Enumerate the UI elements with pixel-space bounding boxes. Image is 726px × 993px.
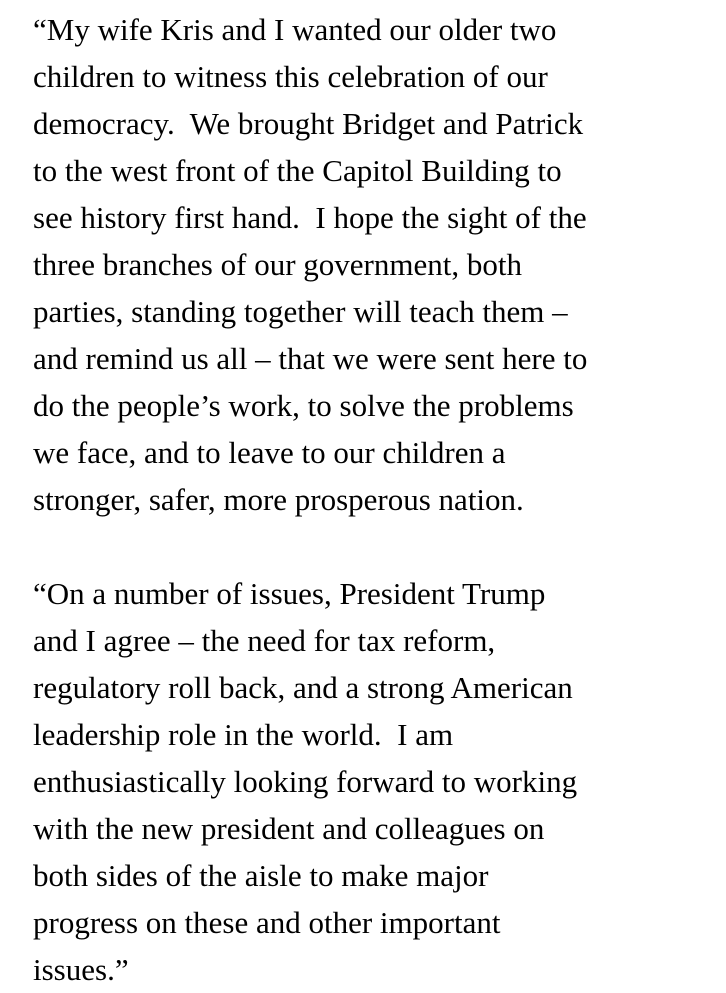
- text-line: issues.”: [33, 952, 129, 987]
- text-line: “On a number of issues, President Trump: [33, 576, 546, 611]
- text-line: enthusiastically looking forward to working: [33, 764, 578, 799]
- text-line: see history first hand. I hope the sight of the: [33, 200, 587, 235]
- text-line: leadership role in the world. I am: [33, 717, 454, 752]
- document-body: [33, 6, 723, 993]
- paragraph-spacer: [33, 523, 723, 570]
- text-line: “My wife Kris and I wanted our older two: [33, 12, 557, 47]
- text-line: we face, and to leave to our children a: [33, 435, 506, 470]
- text-line: and I agree – the need for tax reform,: [33, 623, 496, 658]
- text-line: progress on these and other important: [33, 905, 501, 940]
- text-line: democracy. We brought Bridget and Patrick: [33, 106, 584, 141]
- text-line: both sides of the aisle to make major: [33, 858, 489, 893]
- text-line: regulatory roll back, and a strong American: [33, 670, 573, 705]
- paragraph-2: [33, 570, 723, 993]
- text-line: stronger, safer, more prosperous nation.: [33, 482, 524, 517]
- text-line: children to witness this celebration of our: [33, 59, 548, 94]
- text-line: and remind us all – that we were sent here to: [33, 341, 588, 376]
- text-line: to the west front of the Capitol Building to: [33, 153, 562, 188]
- paragraph-1: [33, 6, 723, 523]
- text-line: with the new president and colleagues on: [33, 811, 545, 846]
- text-line: parties, standing together will teach them –: [33, 294, 568, 329]
- text-line: three branches of our government, both: [33, 247, 522, 282]
- text-line: do the people’s work, to solve the problems: [33, 388, 574, 423]
